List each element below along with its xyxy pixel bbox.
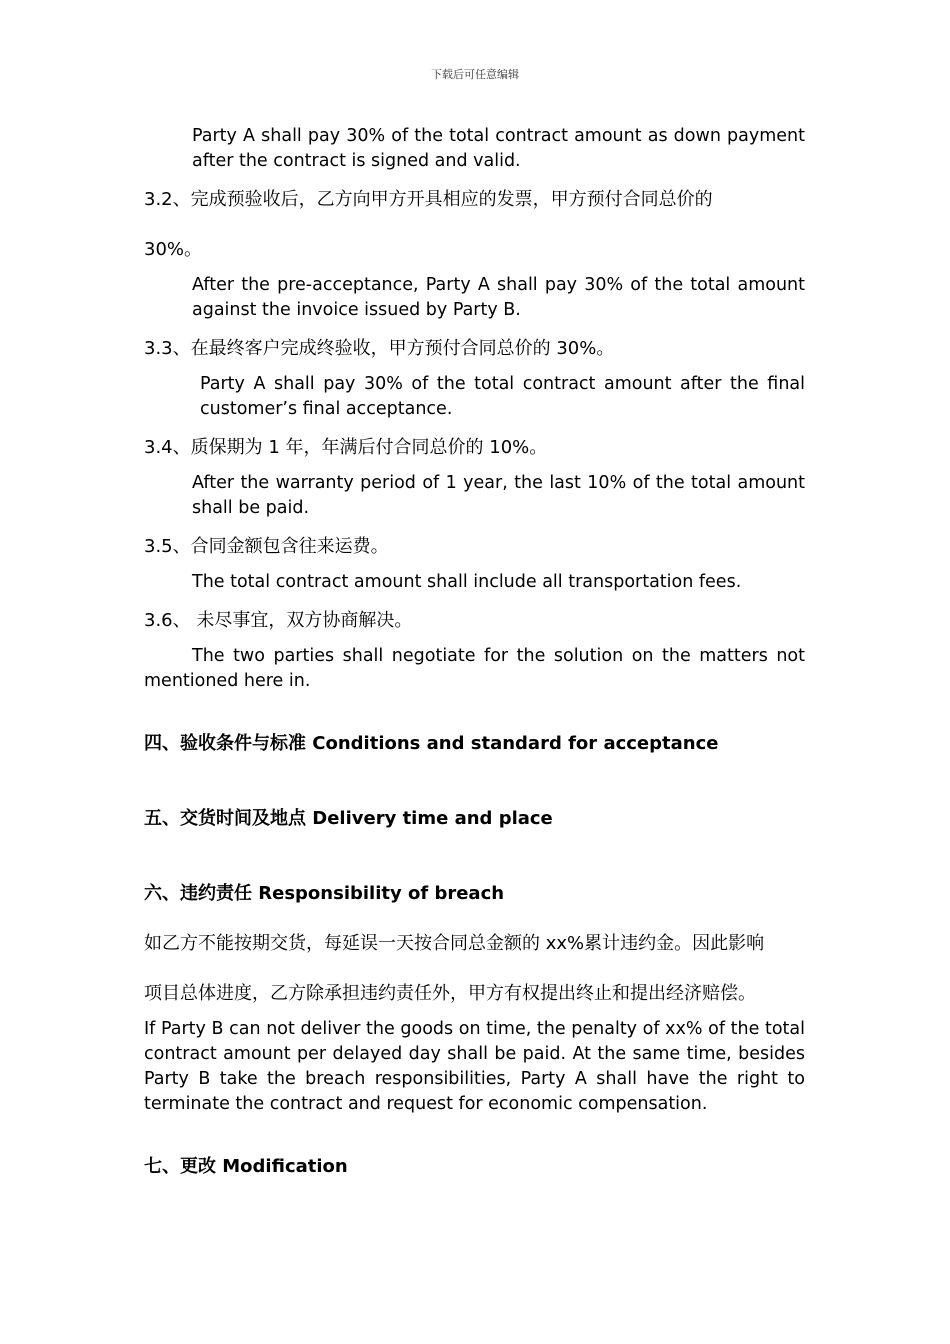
paragraph-3-5-english: The total contract amount shall include all transportation fees. (192, 572, 742, 592)
section-heading-6: 六、违约责任 Responsibility of breach (144, 883, 505, 904)
section-heading-4: 四、验收条件与标准 Conditions and standard for acceptance (144, 733, 719, 754)
paragraph-3-1-english: Party A shall pay 30% of the total contract amount as down payment after the contract is signed and valid. (192, 126, 805, 171)
paragraph-3-2-chinese-cont: 30%。 (144, 239, 203, 260)
paragraph-3-6-chinese: 3.6、 未尽事宜，双方协商解决。 (144, 610, 413, 631)
paragraph-3-4-chinese: 3.4、质保期为 1 年，年满后付合同总价的 10%。 (144, 437, 548, 458)
breach-english: If Party B can not deliver the goods on time, the penalty of xx% of the total contract amount per delayed day shall be paid. At the same time, besides Party B take the breach responsibilities, Party A shall have the right to terminate the contract and request for economic compensation. (144, 1019, 805, 1114)
breach-chinese-line-2: 项目总体进度，乙方除承担违约责任外，甲方有权提出终止和提出经济赔偿。 (144, 983, 756, 1004)
section-heading-5: 五、交货时间及地点 Delivery time and place (144, 808, 553, 829)
paragraph-3-2-chinese: 3.2、完成预验收后，乙方向甲方开具相应的发票，甲方预付合同总价的 (144, 189, 713, 210)
breach-chinese-line-1: 如乙方不能按期交货，每延误一天按合同总金额的 xx%累计违约金。因此影响 (144, 933, 765, 954)
paragraph-3-3-chinese: 3.3、在最终客户完成终验收，甲方预付合同总价的 30%。 (144, 338, 615, 359)
section-heading-7: 七、更改 Modification (144, 1156, 348, 1177)
paragraph-3-5-chinese: 3.5、合同金额包含往来运费。 (144, 536, 389, 557)
paragraph-3-4-english: After the warranty period of 1 year, the last 10% of the total amount shall be paid. (192, 473, 805, 518)
document-body (144, 124, 805, 1180)
paragraph-3-6-english: The two parties shall negotiate for the solution on the matters not mentioned here in. (144, 646, 805, 691)
paragraph-3-3-english: Party A shall pay 30% of the total contract amount after the final customer’s final acceptance. (200, 374, 805, 419)
paragraph-3-2-english: After the pre-acceptance, Party A shall pay 30% of the total amount against the invoice issued by Party B. (192, 275, 805, 320)
page-header-note: 下载后可任意编辑 (431, 68, 519, 81)
